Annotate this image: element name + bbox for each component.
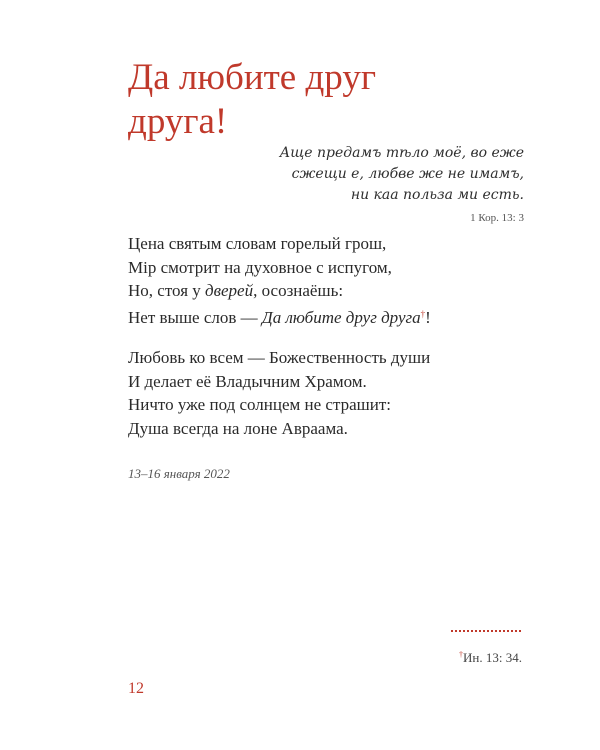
verse-line (128, 279, 528, 303)
epigraph-line: Аще предамъ тѣло моё, во еже (279, 145, 524, 161)
footnote-mark: † (459, 650, 464, 659)
stanza-1 (128, 232, 528, 329)
verse-line: И делает её Владычним Храмом. (128, 371, 367, 391)
footnote-marker[interactable]: † (420, 308, 426, 319)
verse-text: Нет выше слов — (128, 307, 262, 327)
verse-line: Любовь ко всем — Божественность души (128, 348, 431, 367)
verse-line: Мір смотрит на духовное с испугом, (128, 257, 392, 277)
epigraph-line: ни каа польза ми есть. (350, 187, 524, 203)
epigraph (280, 143, 524, 226)
epigraph-line: сжещи е, любве же не имамъ, (291, 166, 524, 182)
verse-line (128, 303, 528, 330)
verse-text: , осознаёшь: (253, 281, 344, 300)
verse-text: ! (425, 307, 431, 327)
epigraph-reference: 1 Кор. 13: 3 (470, 212, 524, 224)
verse-emphasis: дверей (205, 281, 254, 300)
verse-line: Цена святым словам горелый грош, (128, 234, 387, 253)
poem-title-line-1: Да любите друг (128, 57, 376, 98)
footnote-text: Ин. 13: 34. (463, 650, 522, 665)
poem-date: 13–16 января 2022 (128, 466, 230, 481)
verse-line: Душа всегда на лоне Авраама. (128, 418, 348, 438)
stanza-2 (128, 346, 528, 440)
verse-text: Но, стоя у (128, 281, 206, 300)
page-number: 12 (128, 680, 144, 697)
verse-emphasis: Да любите друг друга (261, 307, 421, 327)
poem-title (128, 56, 468, 144)
footnote-separator (451, 630, 521, 632)
poem-title-line-2: друга! (128, 101, 228, 142)
footnote (459, 650, 522, 666)
verse-line: Ничто уже под солнцем не страшит: (128, 395, 391, 414)
